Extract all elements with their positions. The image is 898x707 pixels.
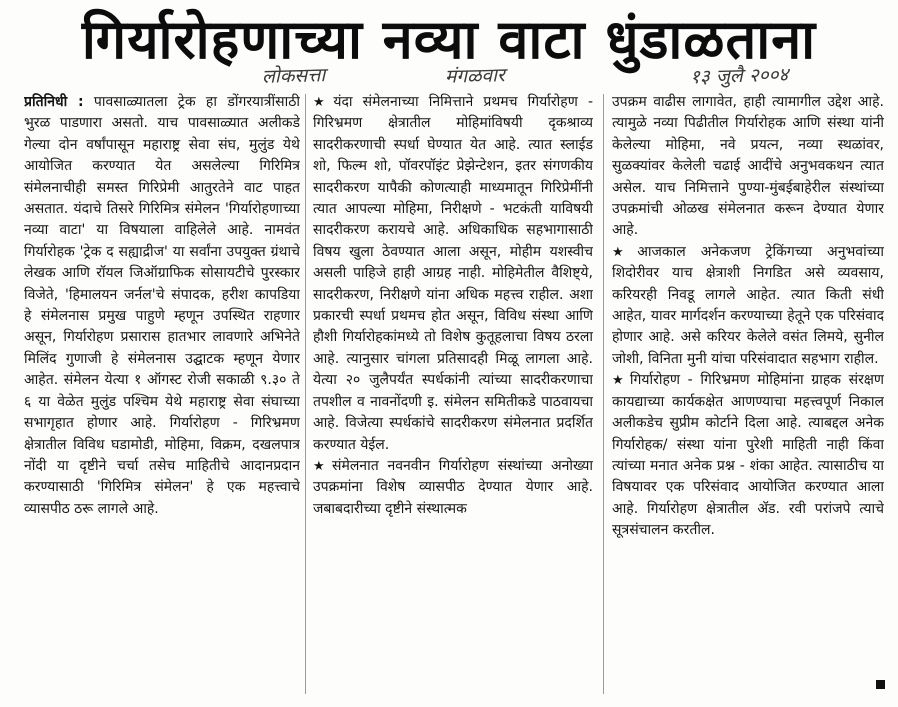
article-paragraph bbox=[313, 92, 593, 456]
handwritten-date: १३ जुलै २००४ bbox=[689, 63, 789, 89]
paragraph-text: उपक्रम वाढीस लागावेत, हाही त्यामागील उद्देश आहे. त्यामुळे नव्या पिढीतील गिर्यारोहक आणि संस्था यांनी केलेल्या मोहिमा, नवे प्रयत्न, नव्या स्थळांवर, सुळक्यांवर केलेली चढाई आदींचे अनुभवकथन त्यात असेल. याच निमित्ताने पुण्या-मुंबईबाहेरील संस्थांच्या उपक्रमांची ओळख संमेलनात करून देण्यात येणार आहे. bbox=[612, 94, 884, 239]
handwritten-day: मंगळवार bbox=[444, 64, 506, 88]
headline: गिर्यारोहणाच्या नव्या वाटा धुंडाळताना bbox=[81, 8, 817, 71]
star-bullet-icon: ★ bbox=[612, 244, 635, 260]
article-paragraph bbox=[612, 370, 884, 541]
star-bullet-icon: ★ bbox=[612, 373, 627, 389]
paragraph-text: पावसाळ्यातला ट्रेक हा डोंगरयात्रींसाठी भुरळ पाडणारा असतो. याच पावसाळ्यात अलीकडे गेल्या दोन वर्षांपासून महाराष्ट्र सेवा संघ, मुलुंड येथे आयोजित करण्यात येत असलेल्या गिरिमित्र संमेलनाचीही समस्त गिरिप्रेमी आतुरतेने वाट पाहत असतात. यंदाचे तिसरे गिरिमित्र संमेलन 'गिर्यारोहणाच्या नव्या वाटा' या विषयाला वाहिलेले आहे. नामवंत गिर्यारोहक 'ट्रेक द सह्याद्रीज' या सर्वांना उपयुक्त ग्रंथाचे लेखक आणि रॉयल जिऑग्राफिक सोसायटीचे पुरस्कार विजेते, 'हिमालयन जर्नल'चे संपादक, हरीश कापडिया हे संमेलनास प्रमुख पाहुणे म्हणून उपस्थित राहणार असून, गिर्यारोहण प्रसारास हातभार लावणारे अभिनेते मिलिंद गुणाजी हे संमेलनास उद्घाटक म्हणून येणार आहेत. संमेलन येत्या १ ऑगस्ट रोजी सकाळी ९.३० ते ६ या वेळेत मुलुंड पश्चिम येथे महाराष्ट्र सेवा संघाच्या सभागृहात होणार आहे. गिर्यारोहण - गिरिभ्रमण क्षेत्रातील विविध घडामोडी, मोहिमा, विक्रम, दखलपात्र नोंदी या दृष्टीने चर्चा तसेच माहितीचे आदानप्रदान करण्यासाठी 'गिरिमित्र संमेलन' हे एक महत्त्वाचे व्यासपीठ ठरू लागले आहे. bbox=[24, 94, 300, 517]
column-divider bbox=[305, 94, 306, 694]
star-bullet-icon: ★ bbox=[313, 458, 329, 474]
paragraph-text: यंदा संमेलनाच्या निमित्ताने प्रथमच गिर्यारोहण - गिरिभ्रमण क्षेत्रातील मोहिमांविषयी दृकश्राव्य सादरीकरणाची स्पर्धा घेण्यात येत आहे. त्यात स्लाईड शो, फिल्म शो, पॉवरपॉइंट प्रेझेन्टेशन, इतर संगणकीय सादरीकरण यापैकी कोणत्याही माध्यमातून गिरिप्रेमींनी त्यात आपल्या मोहिमा, निरीक्षणे - भटकंती याविषयी सादरीकरण करायचे आहे. अधिकाधिक सहभागासाठी विषय खुला ठेवण्यात आला असून, मोहीम यशस्वीच असली पाहिजे हाही आग्रह नाही. मोहिमेतील वैशिष्ट्ये, सादरीकरण, निरीक्षणे यांना अधिक महत्त्व राहील. अशा प्रकारची स्पर्धा प्रथमच होत असून, विविध संस्था आणि हौशी गिर्यारोहकांमध्ये तो विशेष कुतूहलाचा विषय ठरला आहे. त्यानुसार चांगला प्रतिसादही मिळू लागला आहे. येत्या २० जुलैपर्यंत स्पर्धकांनी त्यांच्या सादरीकरणाचा तपशील व नावनोंदणी इ. संमेलन समितीकडे पाठवायचा आहे. विजेत्या स्पर्धकांचे सादरीकरण संमेलनात प्रदर्शित करण्यात येईल. bbox=[313, 94, 593, 453]
article-paragraph bbox=[612, 92, 884, 242]
article-end-square-icon bbox=[876, 680, 885, 689]
column-divider bbox=[603, 94, 604, 694]
article-column-2 bbox=[313, 92, 593, 700]
article-paragraph bbox=[24, 92, 300, 520]
article-column-1 bbox=[24, 92, 300, 700]
article-paragraph bbox=[313, 456, 593, 520]
paragraph-text: आजकाल अनेकजण ट्रेकिंगच्या अनुभवांच्या शिदोरीवर याच क्षेत्राशी निगडित असे व्यवसाय, करियरही निवडू लागले आहेत. त्यात किती संधी आहेत, यावर मार्गदर्शन करण्याच्या हेतूने एक परिसंवाद होणार आहे. असे करियर केलेले वसंत लिमये, सुनील जोशी, विनिता मुनी यांचा परिसंवादात सहभाग राहील. bbox=[612, 243, 884, 367]
article-column-3 bbox=[612, 92, 884, 700]
article-paragraph bbox=[612, 242, 884, 370]
paragraph-text: संमेलनात नवनवीन गिर्यारोहण संस्थांच्या अनोख्या उपक्रमांना विशेष व्यासपीठ देण्यात येणार आहे. जबाबदारीच्या दृष्टीने संस्थात्मक bbox=[313, 457, 593, 517]
handwritten-paper-name: लोकसत्ता bbox=[261, 64, 326, 88]
star-bullet-icon: ★ bbox=[313, 95, 331, 110]
paragraph-text: गिर्यारोहण - गिरिभ्रमण मोहिमांना ग्राहक संरक्षण कायद्याच्या कार्यकक्षेत आणण्याचा महत्त्वपूर्ण निकाल अलीकडेच सुप्रीम कोर्टाने दिला आहे. त्याबद्दल अनेक गिर्यारोहक/ संस्था यांना पुरेशी माहिती नाही किंवा त्यांच्या मनात अनेक प्रश्न - शंका आहेत. त्यासाठीच या विषयावर एक परिसंवाद आयोजित करण्यात आला आहे. गिर्यारोहण क्षेत्रातील ॲड. रवी परांजपे त्याचे सूत्रसंचालन करतील. bbox=[612, 372, 884, 539]
byline: प्रतिनिधी : bbox=[24, 94, 84, 110]
